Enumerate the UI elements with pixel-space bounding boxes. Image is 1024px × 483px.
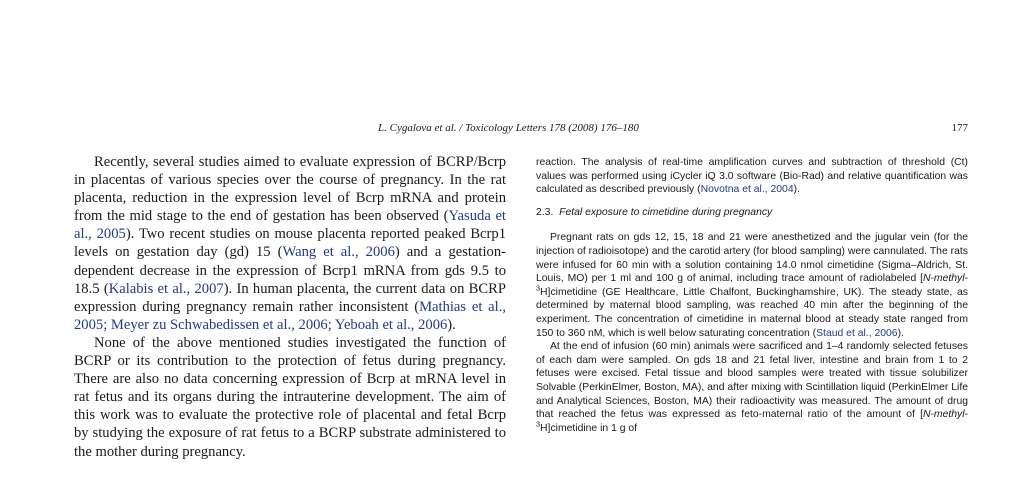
right-column	[536, 156, 968, 435]
page-number: 177	[951, 122, 968, 134]
section-title: Fetal exposure to cimetidine during pregnancy	[559, 206, 773, 218]
section-heading	[536, 206, 968, 220]
paragraph: Recently, several studies aimed to evaluate expression of BCRP/Bcrp in placentas of various species over the course of pregnancy. In the rat placenta, reduction in the expression level of Bcrp mRNA and protein from the mid stage to the end of gestation has been observed (Yasuda et al., 2005). Two recent studies on mouse placenta reported peaked Bcrp1 levels on gestation day (gd) 15 (Wang et al., 2006) and a gestation-dependent decrease in the expression of Bcrp1 mRNA from gds 9.5 to 18.5 (Kalabis et al., 2007). In human placenta, the current data on BCRP expression during pregnancy remain rather inconsistent (Mathias et al., 2005; Meyer zu Schwabedissen et al., 2006; Yeboah et al., 2006).	[74, 154, 506, 333]
citation-link[interactable]: Staud et al., 2006	[816, 327, 898, 339]
citation-link[interactable]: Yasuda et al., 2005	[74, 208, 506, 243]
paragraph: reaction. The analysis of real-time amplification curves and subtraction of threshold (Ct) values was performed using iCycler iQ 3.0 software (Bio-Rad) and relative quantification was calculated as described previously (Novotna et al., 2004).	[536, 157, 968, 196]
citation-link[interactable]: Wang et al., 2006	[282, 244, 395, 261]
citation-link[interactable]: Novotna et al., 2004	[700, 184, 794, 196]
running-header	[378, 122, 968, 138]
paragraph: At the end of infusion (60 min) animals were sacrificed and 1–4 randomly selected fetuses of each dam were sampled. On gds 18 and 21 fetal liver, intestine and brain from 1 to 2 fetuses were excised. Fetal tissue and blood samples were treated with tissue solubilizer Solvable (PerkinElmer, Boston, MA), and after mixing with Scintillation liquid (PerkinElmer Life and Analytical Sciences, Boston, MA) their radioactivity was measured. The amount of drug that reached the fetus was expressed as feto-maternal ratio of the amount of [N-methyl-$^3$H]cimetidine in 1 g of	[536, 341, 968, 434]
left-column	[74, 153, 506, 461]
citation-link[interactable]: Mathias et al., 2005; Meyer zu Schwabedissen et al., 2006; Yeboah et al., 2006	[74, 298, 506, 333]
journal-citation: L. Cygalova et al. / Toxicology Letters 178 (2008) 176–180	[378, 122, 639, 134]
paragraph: Pregnant rats on gds 12, 15, 18 and 21 were anesthetized and the jugular vein (for the injection of radioisotope) and the carotid artery (for blood sampling) were cannulated. The rats were infused for 60 min with a solution containing 14.0 nmol cimetidine (Sigma–Aldrich, St. Louis, MO) per 1 ml and 100 g of animal, including trace amount of radiolabeled [N-methyl-$^3$H]cimetidine (GE Healthcare, Little Chalfont, Buckinghamshire, UK). The steady state, as determined by maternal blood sampling, was reached 40 min after the beginning of the experiment. The concentration of cimetidine in maternal blood at steady state ranged from 150 to 360 nM, which is well below saturating concentration (Staud et al., 2006).	[536, 232, 968, 339]
paragraph: None of the above mentioned studies investigated the function of BCRP or its contribution to the protection of fetus during pregnancy. There are also no data concerning expression of Bcrp at mRNA level in rat fetus and its organs during the intrauterine development. The aim of this work was to evaluate the protective role of placental and fetal Bcrp by studying the exposure of rat fetus to a BCRP substrate administered to the mother during pregnancy.	[74, 334, 506, 460]
section-number: 2.3.	[536, 206, 554, 218]
citation-link[interactable]: Kalabis et al., 2007	[108, 280, 224, 297]
